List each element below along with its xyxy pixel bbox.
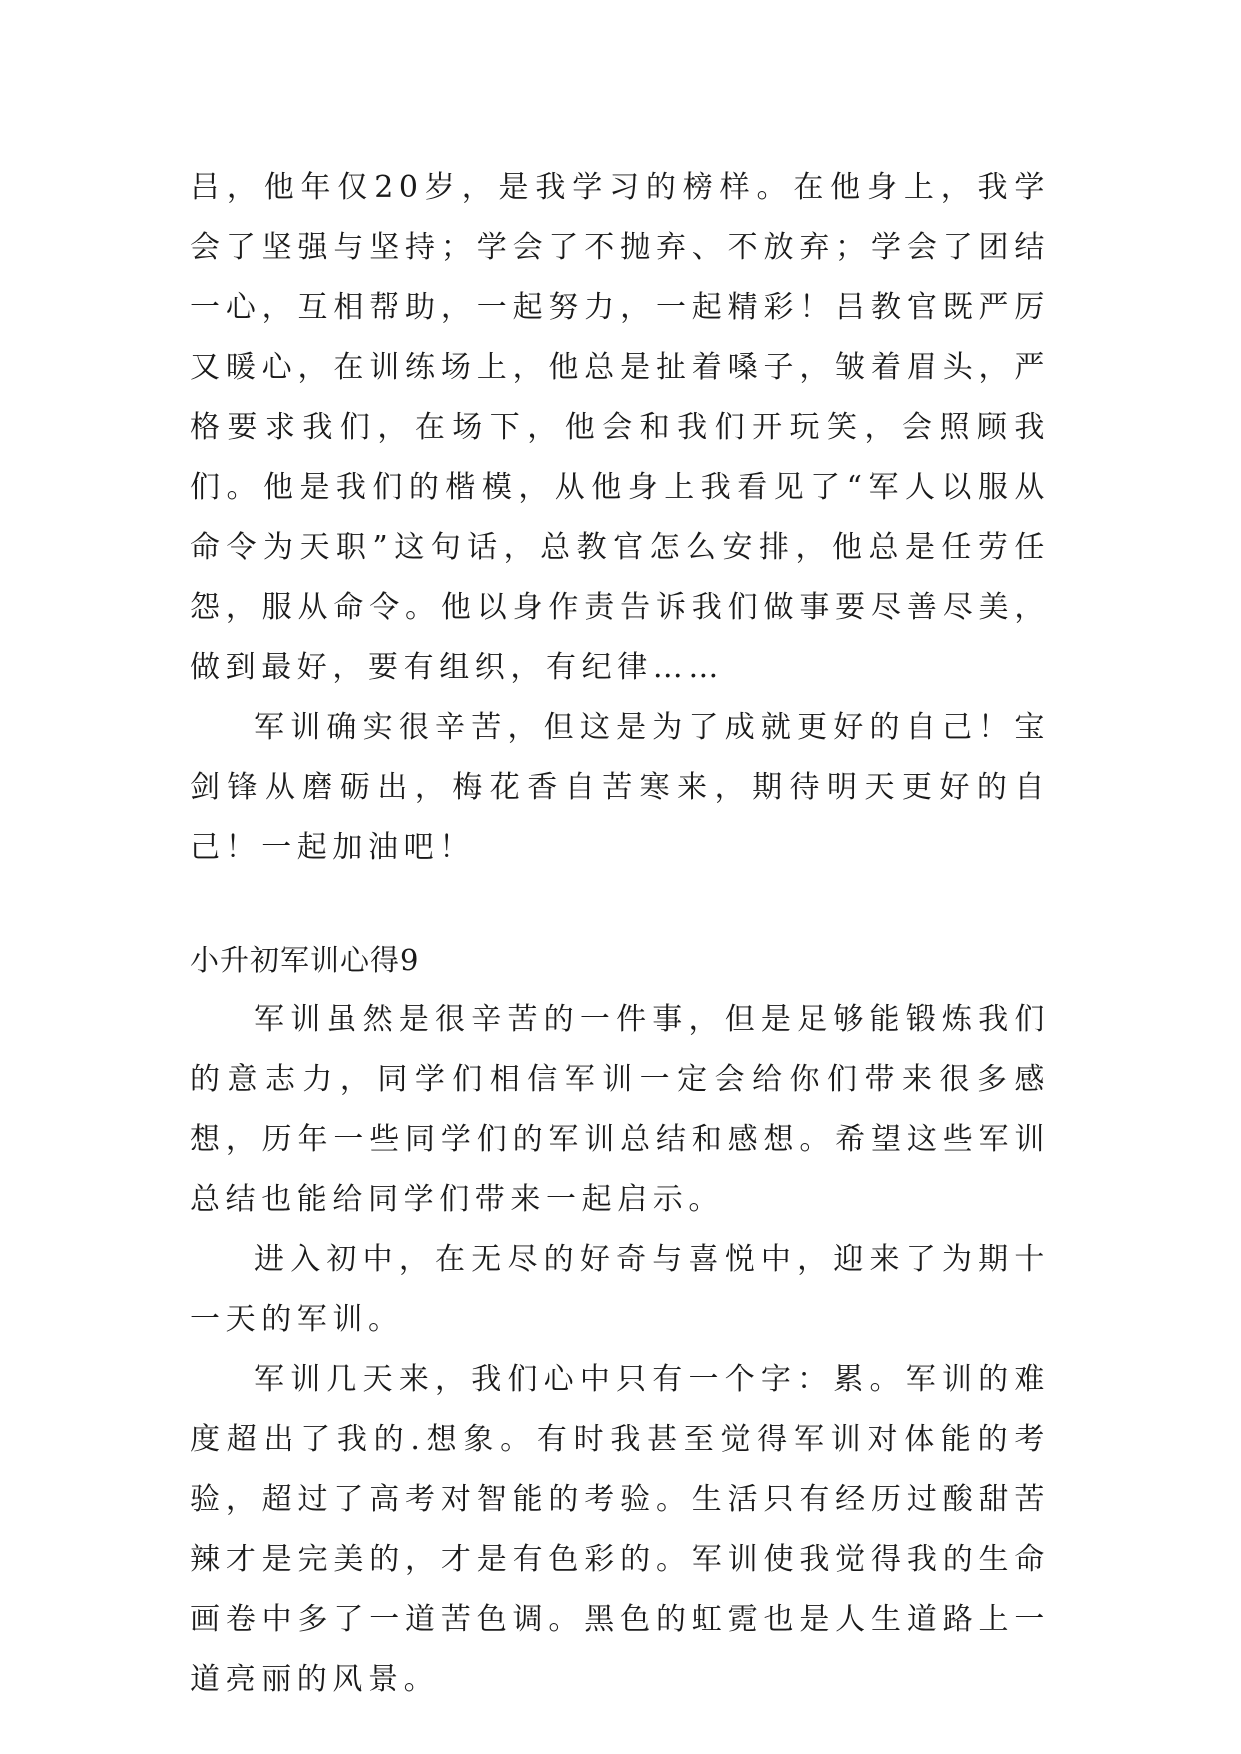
paragraph: 军训虽然是很辛苦的一件事，但是足够能锻炼我们的意志力，同学们相信军训一定会给你们带来很多感想，历年一些同学们的军训总结和感想。希望这些军训总结也能给同学们带来一起启示。: [190, 1002, 1050, 1217]
paragraph-continued: 吕，他年仅20岁，是我学习的榜样。在他身上，我学会了坚强与坚持；学会了不抛弃、不放弃；学会了团结一心，互相帮助，一起努力，一起精彩！吕教官既严厉又暖心，在训练场上，他总是扯着嗓子，皱着眉头，严格要求我们，在场下，他会和我们开玩笑，会照顾我们。他是我们的楷模，从他身上我看见了“军人以服从命令为天职”这句话，总教官怎么安排，他总是任劳任怨，服从命令。他以身作责告诉我们做事要尽善尽美，做到最好，要有组织，有纪律……: [190, 170, 1050, 685]
paragraph: 军训确实很辛苦，但这是为了成就更好的自己！宝剑锋从磨砺出，梅花香自苦寒来，期待明天更好的自己！一起加油吧！: [190, 710, 1050, 865]
document-body: [190, 158, 1050, 1710]
paragraph: 军训几天来，我们心中只有一个字：累。军训的难度超出了我的.想象。有时我甚至觉得军训对体能的考验，超过了高考对智能的考验。生活只有经历过酸甜苦辣才是完美的，才是有色彩的。军训使我觉得我的生命画卷中多了一道苦色调。黑色的虹霓也是人生道路上一道亮丽的风景。: [190, 1362, 1050, 1697]
paragraph: 进入初中，在无尽的好奇与喜悦中，迎来了为期十一天的军训。: [190, 1242, 1050, 1337]
section-title: 小升初军训心得9: [190, 943, 420, 977]
